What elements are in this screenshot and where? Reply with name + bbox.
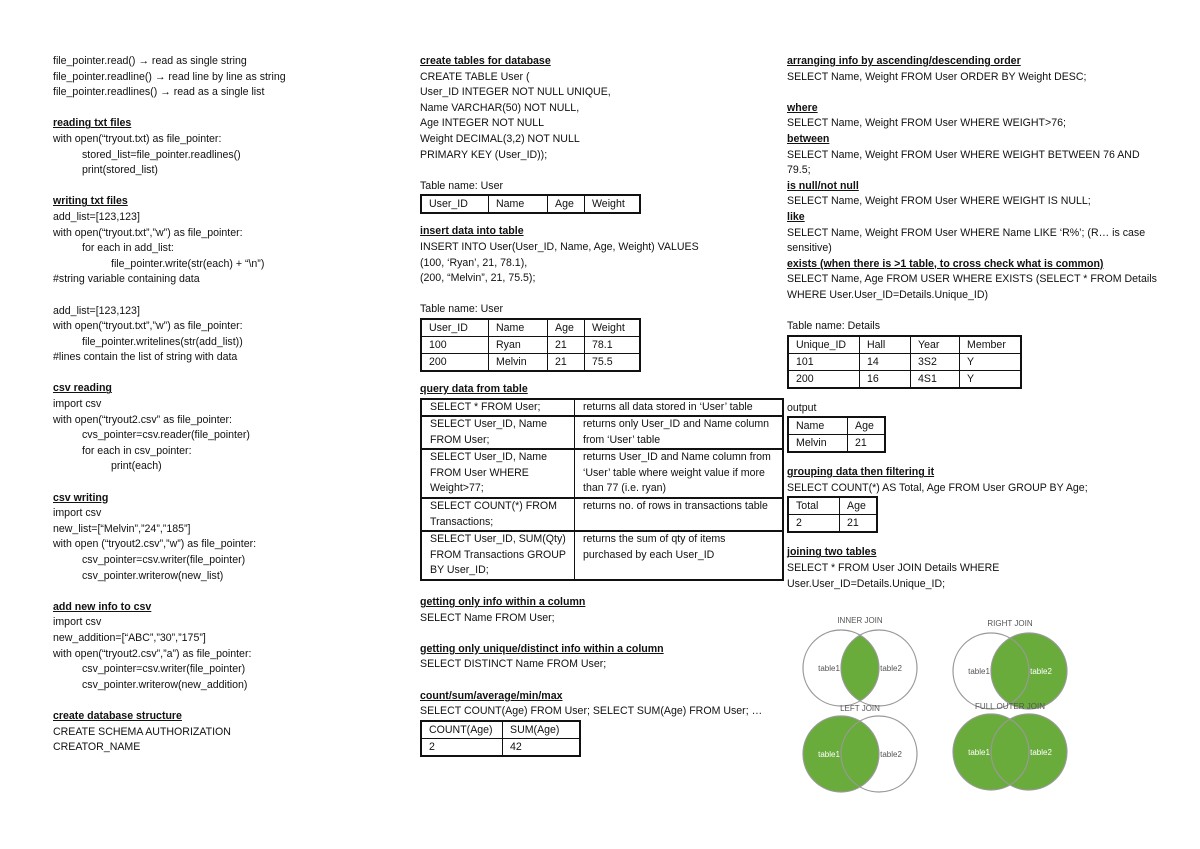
code-line: Weight DECIMAL(3,2) NOT NULL [420,132,580,145]
user-data-table [420,318,641,372]
table-caption: Table name: User [420,303,504,316]
description-cell: returns only User_ID and Name column from ‘User’ table [575,416,784,449]
column-sql-basics [420,54,782,757]
table-cell: Y [960,353,1022,370]
section-heading: between [787,132,830,145]
code-line: CREATOR_NAME [53,741,141,754]
code-line: SELECT Name, Age FROM USER WHERE EXISTS (SELECT * FROM Details WHERE User.User_ID=Details.Unique_ID) [787,273,1157,301]
code-line: import csv [53,398,102,411]
venn-label: table2 [1030,667,1052,676]
table-header-cell: Name [788,417,848,435]
table-cell: 21 [548,353,585,371]
section-heading: arranging info by ascending/descending order [787,55,1021,67]
section-heading: where [787,101,818,114]
table-cell: 2 [421,738,503,756]
code-line: Name VARCHAR(50) NOT NULL, [420,101,580,114]
table-row [788,497,877,515]
table-cell: 100 [421,336,489,353]
output-table [787,416,886,453]
code-line: csv_pointer=csv.writer(file_pointer) [82,663,246,676]
text-line: file_pointer.read() → read as single string [53,55,247,67]
table-header-cell: SUM(Age) [503,721,581,739]
code-line: new_list=[“Melvin”,”24”,”185”] [53,522,191,535]
table-header-cell: User_ID [421,195,489,213]
table-cell: 21 [840,515,878,533]
section-heading: is null/not null [787,179,859,192]
table-cell: 16 [860,370,911,388]
table-cell: 42 [503,738,581,756]
code-line: #lines contain the list of string with data [53,351,238,364]
table-header-cell: Name [489,195,548,213]
table-header-cell: Hall [860,336,911,354]
inner-join-venn [795,627,925,709]
code-line: new_addition=[“ABC”,”30”,”175”] [53,631,206,644]
venn-title: INNER JOIN [837,616,883,625]
column-python-file-io [53,54,398,756]
section-heading: create tables for database [420,55,551,67]
table-cell: 200 [421,353,489,371]
venn-label: table1 [968,667,990,676]
venn-label: table1 [968,748,990,757]
table-caption: output [787,401,817,414]
code-line: with open (“tryout2.csv”,”w”) as file_pointer: [53,538,257,551]
code-line: SELECT Name, Weight FROM User WHERE WEIGHT BETWEEN 76 AND 79.5; [787,148,1140,177]
section-heading: getting only unique/distinct info within a column [420,642,664,655]
code-line: SELECT DISTINCT Name FROM User; [420,658,607,671]
code-line: CREATE SCHEMA AUTHORIZATION [53,725,231,738]
table-row [788,435,885,453]
table-cell: Melvin [489,353,548,371]
code-line: for each in csv_pointer: [82,444,192,457]
table-cell: Melvin [788,435,848,453]
table-cell: 21 [548,336,585,353]
table-cell: Y [960,370,1022,388]
code-line: INSERT INTO User(User_ID, Name, Age, Weight) VALUES [420,240,699,253]
query-cell: SELECT * FROM User; [421,399,575,417]
venn-label: table1 [818,750,840,759]
code-line: add_list=[123,123] [53,210,140,223]
table-caption: Table name: Details [787,320,881,333]
section-heading: query data from table [420,382,528,395]
query-cell: SELECT User_ID, SUM(Qty) FROM Transactions GROUP BY User_ID; [421,531,575,580]
code-line: add_list=[123,123] [53,304,140,317]
code-line: (100, ‘Ryan’, 21, 78.1), [420,256,528,269]
table-row [788,353,1021,370]
table-row [421,498,783,531]
section-heading: writing txt files [53,195,128,208]
table-cell: 200 [788,370,860,388]
code-line: for each in add_list: [82,242,174,255]
table-row [421,721,580,739]
code-line: csv_pointer.writerow(new_addition) [82,678,248,691]
code-line: Age INTEGER NOT NULL [420,117,545,130]
details-table [787,335,1022,389]
group-table [787,496,878,533]
table-row [421,738,580,756]
table-header-cell: Age [548,195,585,213]
table-row [788,370,1021,388]
venn-label: table2 [880,750,902,759]
code-line: with open(“tryout2.csv”,”a”) as file_pointer: [53,647,252,660]
table-header-cell: Age [548,319,585,337]
section-heading: csv writing [53,491,109,504]
table-header-cell: Age [848,417,886,435]
table-header-cell: User_ID [421,319,489,337]
code-line: file_pointer.write(str(each) + “\n”) [111,257,265,270]
description-cell: returns User_ID and Name column from ‘User’ table where weight value if more than 77 (i.e. ryan) [575,449,784,498]
column-sql-filtering [787,54,1162,592]
section-heading: exists (when there is >1 table, to cross check what is common) [787,257,1104,270]
venn-label: table1 [818,664,840,673]
code-line: PRIMARY KEY (User_ID)); [420,148,548,161]
code-line: stored_list=file_pointer.readlines() [82,148,241,161]
table-header-cell: COUNT(Age) [421,721,503,739]
code-line: SELECT Name FROM User; [420,611,555,624]
query-table [420,398,784,582]
section-heading: joining two tables [787,546,877,559]
section-heading: count/sum/average/min/max [420,689,563,702]
venn-title: FULL OUTER JOIN [975,702,1045,711]
table-row [421,353,640,371]
text-line: file_pointer.readline() → read line by line as string [53,70,286,83]
section-heading: grouping data then filtering it [787,466,935,479]
table-row [788,515,877,533]
table-row [421,416,783,449]
code-line: SELECT Name, Weight FROM User ORDER BY Weight DESC; [787,70,1087,83]
code-line: with open(“tryout.txt) as file_pointer: [53,132,222,145]
table-caption: Table name: User [420,179,504,192]
code-line: with open(“tryout2.csv” as file_pointer: [53,413,232,426]
table-header-cell: Weight [585,195,641,213]
table-row [421,319,640,337]
code-line: #string variable containing data [53,273,200,286]
venn-label: table2 [1030,748,1052,757]
code-line: with open(“tryout.txt”,”w”) as file_pointer: [53,320,243,333]
code-line: CREATE TABLE User ( [420,70,530,83]
section-heading: create database structure [53,709,182,722]
venn-label: table2 [880,664,902,673]
table-cell: 21 [848,435,886,453]
code-line: SELECT Name, Weight FROM User WHERE WEIGHT IS NULL; [787,195,1091,208]
table-row [788,336,1021,354]
query-cell: SELECT User_ID, Name FROM User; [421,416,575,449]
section-heading: getting only info within a column [420,596,586,609]
table-cell: 14 [860,353,911,370]
section-heading: like [787,210,805,223]
code-line: SELECT Name, Weight FROM User WHERE WEIGHT>76; [787,117,1066,130]
table-header-cell: Year [911,336,960,354]
section-heading: add new info to csv [53,600,152,613]
full-outer-join-venn [945,711,1075,793]
code-line: file_pointer.writelines(str(add_list)) [82,335,243,348]
code-line: csv_pointer.writerow(new_list) [82,569,224,582]
table-row [421,399,783,417]
section-heading: reading txt files [53,117,132,130]
user-schema-table [420,194,641,214]
table-row [421,531,783,580]
code-line: SELECT COUNT(Age) FROM User; SELECT SUM(Age) FROM User; … [420,705,763,718]
code-line: with open(“tryout.txt”,”w”) as file_pointer: [53,226,243,239]
description-cell: returns no. of rows in transactions table [575,498,784,531]
aggregate-table [420,720,581,757]
left-join-venn [795,713,925,795]
description-cell: returns the sum of qty of items purchased by each User_ID [575,531,784,580]
table-row [421,449,783,498]
table-cell: 78.1 [585,336,641,353]
code-line: import csv [53,507,102,520]
table-header-cell: Total [788,497,840,515]
query-cell: SELECT User_ID, Name FROM User WHERE Weight>77; [421,449,575,498]
table-cell: 75.5 [585,353,641,371]
table-row [788,417,885,435]
code-line: (200, “Melvin”, 21, 75.5); [420,272,536,285]
table-cell: 3S2 [911,353,960,370]
table-header-cell: Name [489,319,548,337]
join-venn-diagrams [790,613,1090,773]
code-line: import csv [53,616,102,629]
venn-title: LEFT JOIN [840,704,880,713]
code-line: SELECT * FROM User JOIN Details WHERE User.User_ID=Details.Unique_ID; [787,562,1000,590]
table-cell: 4S1 [911,370,960,388]
code-line: SELECT COUNT(*) AS Total, Age FROM User GROUP BY Age; [787,481,1088,494]
code-line: print(stored_list) [82,164,158,177]
table-header-cell: Age [840,497,878,515]
code-line: SELECT Name, Weight FROM User WHERE Name LIKE ‘R%’; (R… is case sensitive) [787,226,1146,255]
code-line: User_ID INTEGER NOT NULL UNIQUE, [420,86,611,99]
venn-title: RIGHT JOIN [987,619,1033,628]
code-line: cvs_pointer=csv.reader(file_pointer) [82,429,250,442]
table-cell: 2 [788,515,840,533]
description-cell: returns all data stored in ‘User’ table [575,399,784,417]
code-line: csv_pointer=csv.writer(file_pointer) [82,554,246,566]
query-cell: SELECT COUNT(*) FROM Transactions; [421,498,575,531]
table-header-cell: Weight [585,319,641,337]
table-cell: 101 [788,353,860,370]
table-row [421,336,640,353]
table-cell: Ryan [489,336,548,353]
table-header-cell: Unique_ID [788,336,860,354]
code-line: print(each) [111,460,162,473]
table-header-cell: Member [960,336,1022,354]
section-heading: insert data into table [420,225,524,238]
text-line: file_pointer.readlines() → read as a single list [53,86,265,99]
section-heading: csv reading [53,382,112,395]
